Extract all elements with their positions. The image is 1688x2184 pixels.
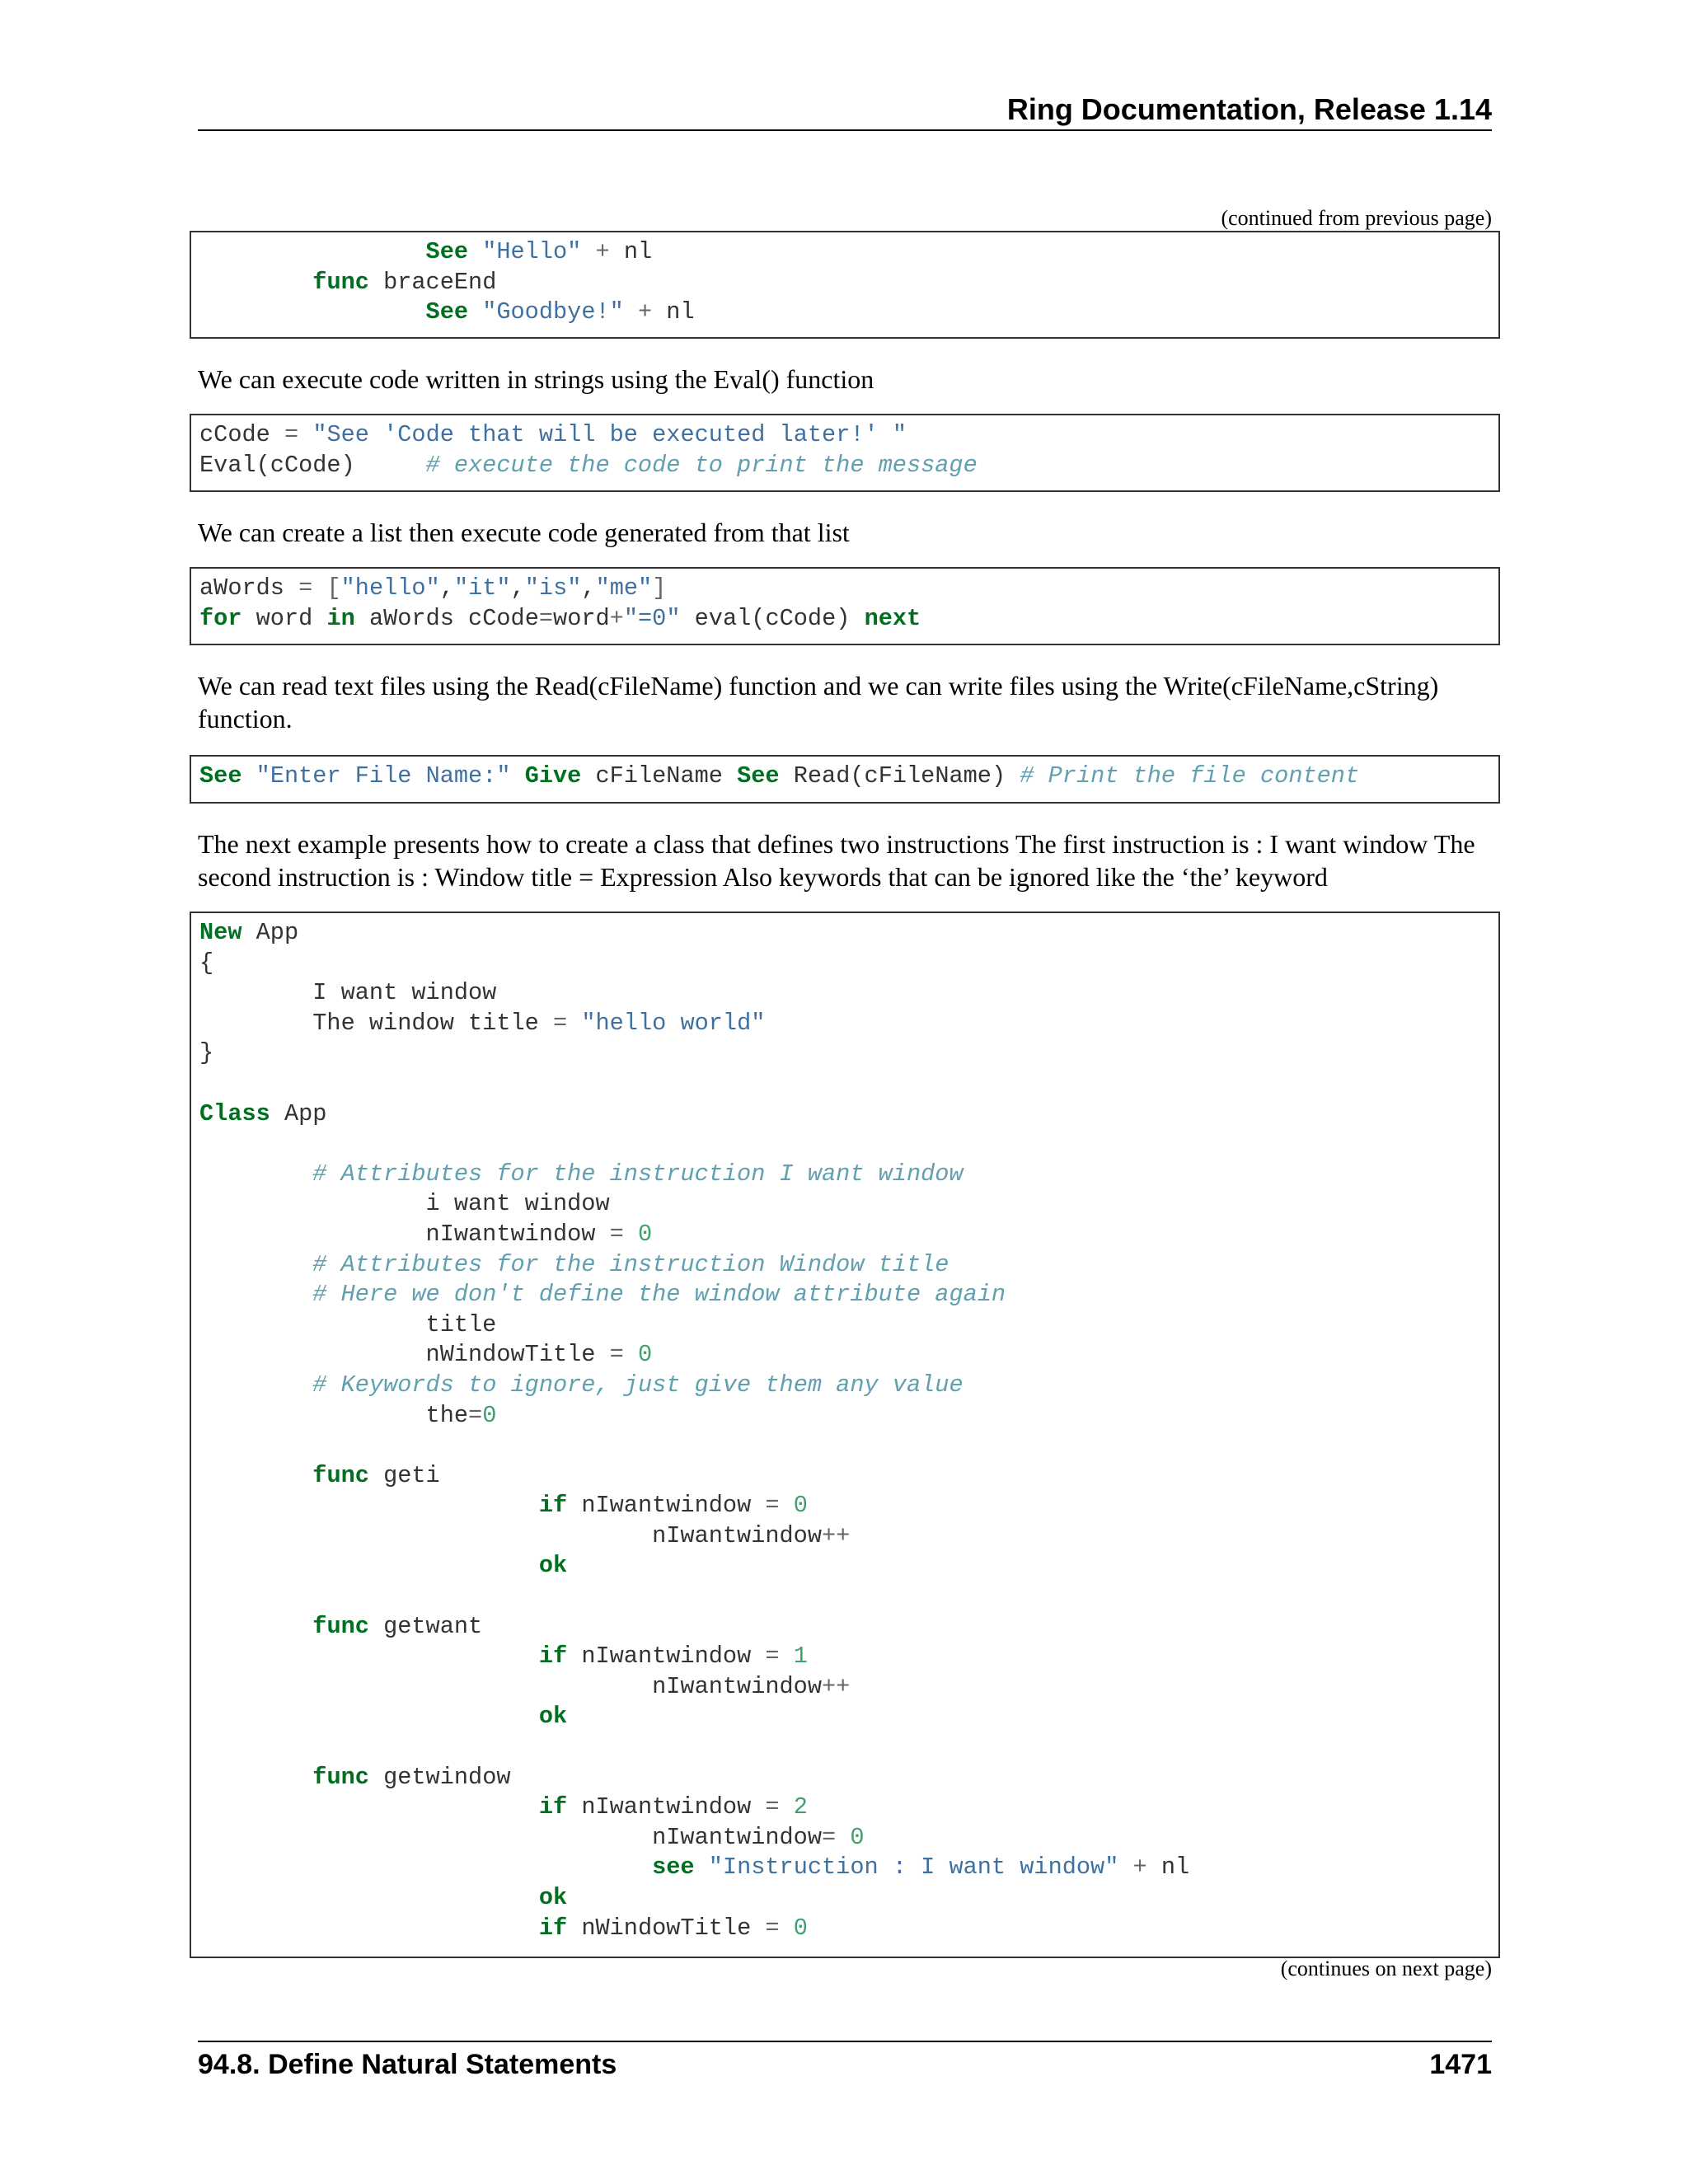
code-token-text: nIwantwindow xyxy=(199,1672,822,1700)
code-line xyxy=(199,1160,1498,1190)
code-line xyxy=(199,1009,1498,1039)
code-line xyxy=(199,1672,1498,1703)
code-token-text: getwindow xyxy=(368,1763,511,1791)
code-block-eval xyxy=(190,414,1500,492)
code-token-text xyxy=(780,1643,794,1670)
code-token-number: 1 xyxy=(793,1643,808,1671)
code-token-number: 0 xyxy=(793,1914,808,1942)
code-token-text: , xyxy=(510,574,525,602)
code-token-text: nIwantwindow xyxy=(199,1823,822,1851)
code-token-operator: + xyxy=(609,604,624,632)
code-token-text xyxy=(581,238,595,265)
code-token-text: } xyxy=(199,1039,214,1067)
code-token-text: aWords xyxy=(199,574,299,602)
code-token-operator: = xyxy=(765,1643,780,1671)
code-line xyxy=(199,1491,1498,1521)
code-token-text: , xyxy=(581,574,596,602)
code-token-text xyxy=(511,762,525,790)
code-token-operator: = xyxy=(822,1823,837,1851)
code-token-comment: # Attributes for the instruction Window title xyxy=(312,1250,950,1278)
paragraph-eval: We can execute code written in strings using the Eval() function xyxy=(198,364,874,394)
code-token-text xyxy=(199,1703,539,1730)
code-token-keyword: func xyxy=(312,268,369,296)
code-token-text xyxy=(199,1462,312,1489)
code-token-operator: ] xyxy=(652,574,667,602)
code-token-operator: = xyxy=(765,1492,780,1520)
code-token-text xyxy=(695,1854,709,1881)
code-token-text xyxy=(199,298,426,326)
code-token-text: title xyxy=(199,1310,497,1338)
code-token-text: nWindowTitle xyxy=(199,1341,610,1369)
code-token-text xyxy=(567,1010,581,1037)
code-line xyxy=(199,574,1498,604)
code-token-operator: = xyxy=(284,421,299,448)
code-block-read-file xyxy=(190,755,1500,804)
code-token-text: nIwantwindow xyxy=(567,1643,766,1671)
code-token-string: "Hello" xyxy=(482,238,582,265)
code-token-operator: = xyxy=(538,604,554,632)
code-token-operator: ++ xyxy=(822,1521,851,1549)
code-token-operator: ++ xyxy=(822,1672,851,1700)
code-line xyxy=(199,298,1498,328)
code-token-keyword: func xyxy=(312,1763,369,1791)
code-line xyxy=(199,1371,1498,1401)
code-token-operator: [ xyxy=(326,574,341,602)
code-token-text: eval(cCode) xyxy=(680,604,865,632)
code-token-operator: = xyxy=(552,1009,568,1037)
code-token-text: aWords cCode xyxy=(354,604,539,632)
code-token-string: "Instruction : I want window" xyxy=(708,1854,1119,1882)
code-line xyxy=(199,1099,1498,1130)
code-token-number: 0 xyxy=(482,1401,497,1429)
code-token-text: getwant xyxy=(368,1612,483,1640)
code-token-operator: = xyxy=(609,1341,624,1369)
code-token-keyword: ok xyxy=(538,1884,568,1911)
code-line xyxy=(199,978,1498,1009)
code-line xyxy=(199,1431,1498,1461)
code-token-operator: + xyxy=(1132,1854,1147,1882)
code-token-text xyxy=(624,1221,638,1248)
code-line xyxy=(199,1763,1498,1793)
code-token-text xyxy=(199,1915,539,1942)
code-token-string: "See 'Code that will be executed later!' " xyxy=(312,421,907,448)
code-token-text xyxy=(312,574,326,602)
code-token-number: 0 xyxy=(637,1341,653,1369)
code-token-keyword: New xyxy=(199,919,242,946)
code-token-comment: # Attributes for the instruction I want window xyxy=(312,1160,964,1188)
code-token-string: "Goodbye!" xyxy=(482,298,624,326)
code-token-text: nIwantwindow xyxy=(199,1521,822,1549)
code-token-text: nIwantwindow xyxy=(567,1492,766,1520)
code-token-text xyxy=(199,1251,312,1278)
code-token-string: "hello" xyxy=(340,574,440,602)
code-token-text: nWindowTitle xyxy=(567,1914,766,1942)
code-token-text: nl xyxy=(609,238,653,265)
code-token-text xyxy=(780,1492,794,1519)
code-token-operator: = xyxy=(298,574,313,602)
code-token-comment: # execute the code to print the message xyxy=(425,451,978,479)
code-line xyxy=(199,1582,1498,1612)
code-line xyxy=(199,1069,1498,1099)
code-token-text: the xyxy=(199,1401,469,1429)
footer-section-title: 94.8. Define Natural Statements xyxy=(198,2049,617,2080)
code-line xyxy=(199,1883,1498,1914)
code-token-operator: + xyxy=(595,238,610,265)
code-token-text: Read(cFileName) xyxy=(779,762,1020,790)
code-token-text: nl xyxy=(1146,1854,1190,1882)
footer-page-number: 1471 xyxy=(1429,2049,1492,2080)
code-token-text xyxy=(199,1793,539,1821)
code-token-comment: # Here we don't define the window attribute again xyxy=(312,1281,1006,1309)
code-token-keyword: func xyxy=(312,1612,369,1640)
code-line xyxy=(199,1702,1498,1732)
code-token-text xyxy=(624,298,638,326)
code-line xyxy=(199,1189,1498,1220)
code-line xyxy=(199,1340,1498,1371)
code-token-keyword: in xyxy=(326,604,355,632)
code-token-text xyxy=(199,1492,539,1519)
code-token-text: i want window xyxy=(199,1190,610,1218)
code-token-text: nl xyxy=(652,298,695,326)
code-token-keyword: See xyxy=(737,762,780,790)
code-token-operator: = xyxy=(765,1793,780,1821)
code-line xyxy=(199,1853,1498,1883)
paragraph-natural-statements: The next example presents how to create a class that defines two instructions The first instruction is : I want window The second instruction is : Window title = Expression Also keywords that can be ignored like the ‘the’ keyword xyxy=(198,829,1475,892)
code-token-string: "Enter File Name:" xyxy=(256,762,511,790)
code-token-text: geti xyxy=(368,1461,440,1489)
code-block-brace-end xyxy=(190,231,1500,339)
code-line xyxy=(199,1642,1498,1672)
code-token-text: Eval(cCode) xyxy=(199,451,426,479)
code-line xyxy=(199,420,1498,451)
code-block-list xyxy=(190,567,1500,645)
code-token-keyword: for xyxy=(199,604,242,632)
code-token-text: nIwantwindow xyxy=(199,1220,610,1248)
code-token-string: "me" xyxy=(595,574,653,602)
code-token-text xyxy=(836,1824,850,1851)
code-token-keyword: See xyxy=(425,298,469,326)
code-line xyxy=(199,1823,1498,1854)
code-token-string: "=0" xyxy=(623,604,681,632)
code-token-text xyxy=(298,421,312,448)
continued-from-previous-page: (continued from previous page) xyxy=(1221,206,1492,230)
code-token-text: braceEnd xyxy=(368,268,497,296)
code-token-text: App xyxy=(270,1099,327,1127)
code-token-text xyxy=(199,1552,539,1579)
code-token-text xyxy=(199,1613,312,1640)
paragraph-list: We can create a list then execute code generated from that list xyxy=(198,518,850,547)
code-token-text: nIwantwindow xyxy=(567,1793,766,1821)
continues-on-next-page: (continues on next page) xyxy=(1280,1957,1492,1980)
code-token-operator: = xyxy=(765,1914,780,1942)
code-line xyxy=(199,604,1498,635)
code-token-operator: + xyxy=(637,298,653,326)
code-line xyxy=(199,1280,1498,1310)
code-token-number: 0 xyxy=(793,1492,808,1520)
code-token-text: , xyxy=(439,574,454,602)
code-token-text xyxy=(780,1793,794,1821)
code-line xyxy=(199,1521,1498,1552)
code-token-keyword: Class xyxy=(199,1099,270,1127)
code-line xyxy=(199,1461,1498,1492)
code-token-number: 2 xyxy=(793,1793,808,1821)
code-line xyxy=(199,1038,1498,1069)
code-block-natural-class xyxy=(190,912,1500,1958)
code-token-keyword: if xyxy=(538,1643,568,1671)
code-token-string: "is" xyxy=(524,574,582,602)
code-line xyxy=(199,1793,1498,1823)
code-token-keyword: see xyxy=(652,1854,695,1882)
code-token-text xyxy=(199,1281,312,1308)
code-line xyxy=(199,762,1498,792)
code-line xyxy=(199,1732,1498,1763)
code-token-text: word xyxy=(553,604,610,632)
code-token-text: cFileName xyxy=(581,762,738,790)
paragraph-files: We can read text files using the Read(cFileName) function and we can write files using the Write(cFileName,cString) function. xyxy=(198,671,1439,733)
code-token-comment: # Keywords to ignore, just give them any value xyxy=(312,1371,964,1399)
code-token-keyword: if xyxy=(538,1793,568,1821)
code-token-text: App xyxy=(241,919,299,946)
code-line xyxy=(199,1401,1498,1432)
code-token-string: "hello world" xyxy=(581,1009,766,1037)
code-line xyxy=(199,237,1498,268)
code-token-keyword: if xyxy=(538,1914,568,1942)
code-token-text xyxy=(199,269,312,296)
code-token-text xyxy=(780,1915,794,1942)
code-token-text xyxy=(199,1160,312,1188)
code-token-text xyxy=(199,1884,539,1911)
code-token-string: "it" xyxy=(453,574,511,602)
code-token-text xyxy=(199,1764,312,1791)
running-header-title: Ring Documentation, Release 1.14 xyxy=(1006,92,1492,126)
code-token-text xyxy=(1118,1854,1132,1881)
code-token-text xyxy=(199,238,426,265)
code-line xyxy=(199,268,1498,298)
code-token-keyword: if xyxy=(538,1492,568,1520)
code-token-text xyxy=(468,238,482,265)
code-token-keyword: func xyxy=(312,1461,369,1489)
code-line xyxy=(199,1129,1498,1160)
code-token-comment: # Print the file content xyxy=(1020,762,1360,790)
code-line xyxy=(199,949,1498,979)
code-token-operator: = xyxy=(468,1401,483,1429)
code-token-text: { xyxy=(199,949,214,977)
code-token-keyword: See xyxy=(425,238,469,265)
code-token-keyword: ok xyxy=(538,1552,568,1580)
code-token-text: word xyxy=(241,604,327,632)
code-token-text xyxy=(241,762,256,790)
code-line xyxy=(199,451,1498,481)
code-token-keyword: ok xyxy=(538,1703,568,1731)
code-token-text xyxy=(199,1371,312,1399)
code-token-keyword: Give xyxy=(524,762,582,790)
code-line xyxy=(199,918,1498,949)
code-token-operator: = xyxy=(609,1220,624,1248)
code-token-text xyxy=(624,1341,638,1368)
header-rule xyxy=(198,129,1492,131)
code-line xyxy=(199,1551,1498,1582)
code-token-text: The window title xyxy=(199,1009,553,1037)
code-token-keyword: next xyxy=(864,604,921,632)
code-line xyxy=(199,1250,1498,1281)
code-token-text: I want window xyxy=(199,979,497,1007)
code-token-text xyxy=(199,1643,539,1670)
code-line xyxy=(199,1612,1498,1643)
code-token-text: cCode xyxy=(199,421,284,448)
code-line xyxy=(199,1914,1498,1944)
code-line xyxy=(199,1220,1498,1250)
code-token-keyword: See xyxy=(199,762,242,790)
code-line xyxy=(199,1310,1498,1341)
code-token-number: 0 xyxy=(637,1220,653,1248)
code-token-text xyxy=(199,1854,652,1881)
code-token-number: 0 xyxy=(850,1823,865,1851)
code-token-text xyxy=(468,298,482,326)
footer-rule xyxy=(198,2041,1492,2042)
